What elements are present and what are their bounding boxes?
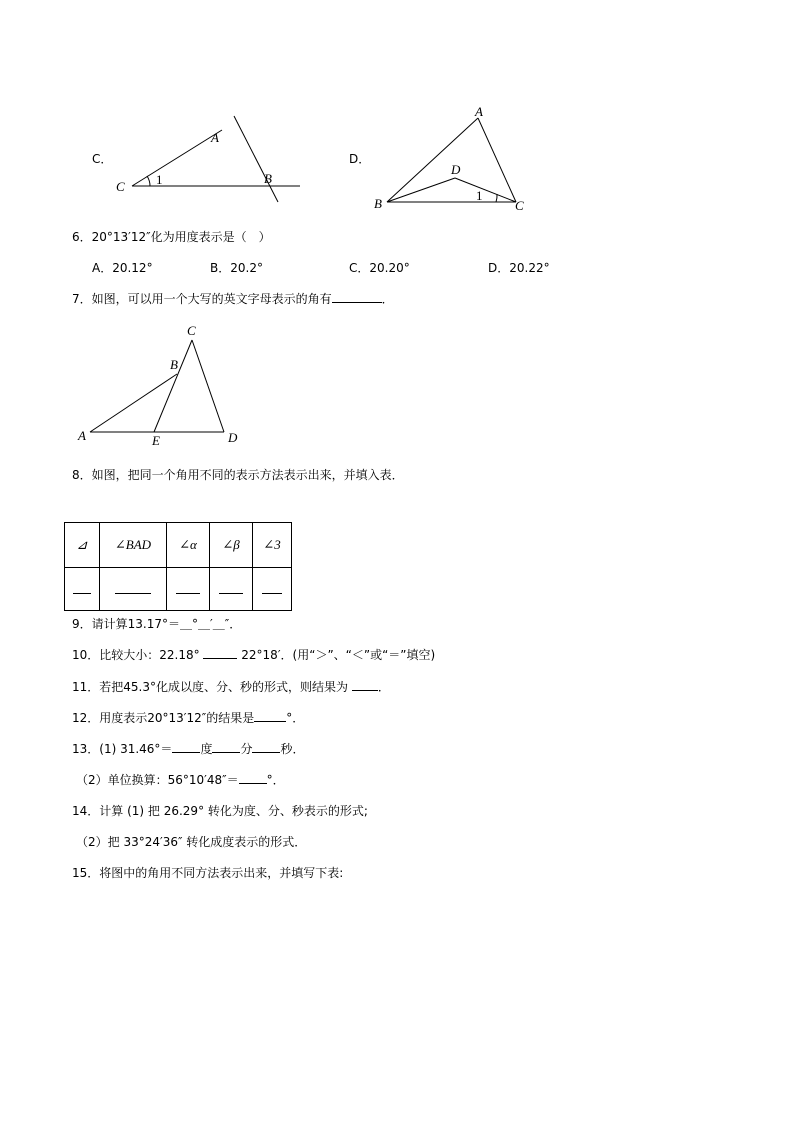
q11-text bbox=[72, 678, 390, 695]
q14-line2: （2）把 33°24′36″ 转化成度表示的形式． bbox=[76, 835, 307, 849]
q13-line2-end: °． bbox=[266, 773, 285, 787]
q13-degree-blank[interactable] bbox=[172, 740, 200, 753]
q12-answer-blank[interactable] bbox=[254, 709, 286, 722]
figure-q7 bbox=[74, 318, 254, 450]
figure-option-c bbox=[110, 110, 310, 210]
option-c-label: C． bbox=[92, 152, 113, 166]
answer-cell[interactable] bbox=[210, 568, 253, 611]
q11-answer-blank[interactable] bbox=[352, 678, 378, 691]
header-triangle: ⊿ bbox=[65, 523, 100, 568]
q10-answer-blank[interactable] bbox=[203, 646, 237, 659]
answer-cell[interactable] bbox=[100, 568, 167, 611]
label-b: B bbox=[264, 171, 272, 186]
q13-second-blank[interactable] bbox=[252, 740, 280, 753]
q14-line1: 14．计算 (1) 把 26.29° 转化为度、分、秒表示的形式; bbox=[72, 804, 368, 818]
header-angle-beta: ∠β bbox=[210, 523, 253, 568]
q10-text bbox=[72, 646, 435, 663]
angle-1-label: 1 bbox=[156, 172, 163, 187]
label-d: D bbox=[451, 162, 461, 177]
q6-option-c: C．20.20° bbox=[349, 261, 410, 275]
q8-stem: 8．如图，把同一个角用不同的表示方法表示出来，并填入表． bbox=[72, 468, 404, 482]
q15-text: 15．将图中的角用不同方法表示出来，并填写下表: bbox=[72, 866, 344, 880]
q13-line2-start: （2）单位换算：56°10′48″＝ bbox=[76, 773, 239, 787]
answer-cell[interactable] bbox=[65, 568, 100, 611]
label-a: A bbox=[78, 428, 86, 443]
answer-cell[interactable] bbox=[167, 568, 210, 611]
q12-text bbox=[72, 709, 304, 726]
q9-text: 9．请计算13.17°＝＿°＿′＿″． bbox=[72, 617, 242, 631]
q13-line1 bbox=[72, 740, 304, 757]
label-d: D bbox=[228, 430, 238, 445]
q11-text-end: ． bbox=[377, 680, 390, 694]
q6-stem: 6．20°13′12″化为用度表示是（ ） bbox=[72, 230, 271, 244]
answer-cell[interactable] bbox=[253, 568, 292, 611]
q13-line1-start: 13．(1) 31.46°＝ bbox=[72, 742, 173, 756]
q13-minute-blank[interactable] bbox=[212, 740, 240, 753]
q7-stem-text: 7．如图，可以用一个大写的英文字母表示的角有 bbox=[72, 292, 332, 306]
q13-unit-second: 秒． bbox=[280, 742, 305, 756]
q13-line2 bbox=[76, 771, 285, 788]
header-angle-bad: ∠BAD bbox=[100, 523, 167, 568]
q6-option-a: A．20.12° bbox=[92, 261, 153, 275]
angle-1-label: 1 bbox=[476, 188, 483, 203]
label-c: C bbox=[116, 179, 125, 194]
q8-table bbox=[64, 522, 292, 611]
q11-text-start: 11．若把45.3°化成以度、分、秒的形式，则结果为 bbox=[72, 680, 348, 694]
q10-text-start: 10．比较大小：22.18° bbox=[72, 648, 200, 662]
q7-stem bbox=[72, 290, 394, 307]
label-b: B bbox=[374, 196, 382, 211]
q13-unit-minute: 分 bbox=[240, 742, 253, 756]
q7-stem-end: ． bbox=[381, 292, 394, 306]
q6-option-b: B．20.2° bbox=[210, 261, 263, 275]
q6-option-d: D．20.22° bbox=[488, 261, 550, 275]
q13-conversion-blank[interactable] bbox=[239, 771, 267, 784]
label-c: C bbox=[187, 323, 196, 338]
label-b: B bbox=[170, 357, 178, 372]
option-d-label: D． bbox=[349, 152, 371, 166]
label-a: A bbox=[475, 104, 483, 119]
q13-unit-degree: 度 bbox=[200, 742, 213, 756]
label-c: C bbox=[515, 198, 524, 213]
header-angle-3: ∠3 bbox=[253, 523, 292, 568]
q12-text-start: 12．用度表示20°13′12″的结果是 bbox=[72, 711, 255, 725]
label-e: E bbox=[152, 433, 160, 448]
q12-text-end: °． bbox=[286, 711, 305, 725]
header-angle-alpha: ∠α bbox=[167, 523, 210, 568]
q7-answer-blank[interactable] bbox=[332, 290, 382, 303]
label-a: A bbox=[211, 130, 219, 145]
q10-text-end: 22°18′．(用“＞”、“＜”或“＝”填空) bbox=[241, 648, 436, 662]
figure-option-d bbox=[370, 100, 540, 216]
